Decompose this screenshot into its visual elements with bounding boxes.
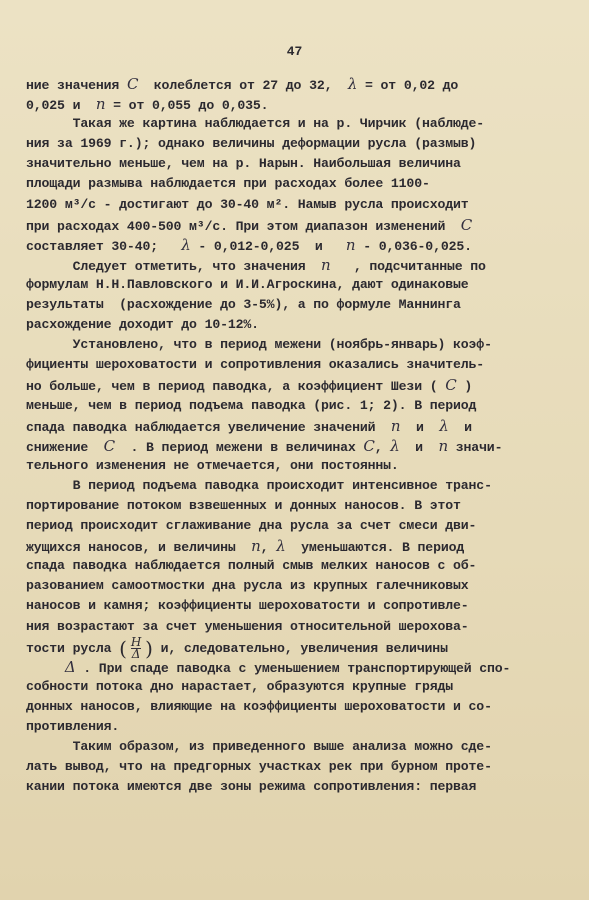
text-run: кании потока имеются две зоны режима сопротивления: первая (26, 779, 477, 795)
text-run: уменьшаются. В период (285, 540, 465, 556)
handwritten-symbol-lambda: λ (439, 416, 449, 435)
text-run: собности потока дно нарастает, образуются крупные гряды (26, 678, 454, 694)
text-line (26, 456, 566, 476)
text-run: . В период межени в величинах (114, 439, 364, 455)
text-line (26, 74, 566, 94)
text-run: значи- (447, 439, 503, 455)
text-run: , (260, 540, 277, 556)
text-run: формулам Н.Н.Павловского и И.И.Агроскина, дают одинаковые (26, 276, 469, 292)
text-run: ния возрастают за счет уменьшения относительной шерохова- (26, 618, 469, 634)
text-run: и (400, 419, 440, 435)
text-run: , подсчитанные по (330, 258, 486, 274)
handwritten-symbol-delta: Δ (64, 657, 76, 676)
text-run: , (374, 439, 391, 455)
text-run: тельного изменения не отмечается, они постоянны. (26, 457, 399, 473)
text-run: ние значения (26, 78, 127, 93)
text-run: В период подъема паводка происходит интенсивное транс- (26, 477, 492, 493)
text-run: и, следовательно, увеличения величины (152, 640, 448, 656)
body-text (26, 74, 566, 797)
text-run: 1200 м³/с - достигают до 30-40 м². Намыв русла происходит (26, 196, 469, 212)
text-line (26, 717, 566, 737)
text-line (26, 255, 566, 275)
text-line (26, 536, 566, 556)
text-run: = от 0,02 до (357, 78, 459, 93)
text-run: донных наносов, влияющие на коэффициенты шероховатости и со- (26, 698, 492, 714)
text-run: результаты (расхождение до 3-5%), а по формуле Маннинга (26, 297, 461, 313)
text-run (26, 661, 65, 676)
text-run: наносов и камня; коэффициенты шероховатости и сопротивле- (26, 598, 469, 614)
handwritten-symbol-lambda: λ (181, 235, 191, 254)
text-line (26, 677, 566, 697)
text-run: площади размыва наблюдается при расходах более 1100- (26, 176, 430, 192)
handwritten-symbol-n: n (95, 95, 106, 114)
text-line (26, 657, 566, 677)
handwritten-symbol-n: n (345, 235, 356, 254)
text-run: но больше, чем в период паводка, а коэффициент Шези ( (26, 379, 446, 395)
text-line (26, 476, 566, 496)
text-line (26, 516, 566, 536)
text-run: меньше, чем в период подъема паводка (рис. 1; 2). В период (26, 397, 477, 413)
text-line (26, 114, 566, 134)
text-line (26, 556, 566, 576)
text-line (26, 94, 566, 114)
text-run: спада паводка наблюдается увеличение значений (26, 419, 391, 435)
text-run: = от 0,055 до 0,035. (105, 98, 269, 114)
text-run: период происходит сглаживание дна русла за счет смеси дви- (26, 518, 477, 534)
text-line (26, 757, 566, 777)
text-line (26, 416, 566, 436)
text-line (26, 315, 566, 335)
text-line (26, 634, 566, 661)
text-run: . При спаде паводка с уменьшением транспортирующей спо- (75, 660, 511, 676)
text-run: ) (456, 379, 473, 395)
handwritten-symbol-C: C (103, 436, 115, 455)
text-line (26, 576, 566, 596)
text-run: спада паводка наблюдается полный смыв мелких наносов с об- (26, 558, 477, 574)
handwritten-symbol-n: n (251, 537, 261, 556)
text-run: - 0,036-0,025. (355, 238, 472, 254)
text-run: Такая же картина наблюдается и на р. Чирчик (наблюде- (26, 116, 485, 132)
handwritten-symbol-lambda: λ (347, 75, 358, 93)
text-line (26, 596, 566, 616)
handwritten-symbol-n: n (438, 436, 448, 455)
handwritten-symbol-C: C (363, 436, 375, 455)
text-line (26, 436, 566, 456)
fraction-numerator: H (130, 634, 142, 649)
text-run: значительно меньше, чем на р. Нарын. Наибольшая величина (26, 156, 461, 172)
handwritten-symbol-lambda: λ (390, 436, 400, 455)
text-line (26, 174, 566, 194)
handwritten-symbol-n: n (321, 255, 331, 274)
text-run: фициенты шероховатости и сопротивления оказались значитель- (26, 357, 485, 373)
text-line (26, 215, 566, 235)
text-line (26, 355, 566, 375)
text-line (26, 737, 566, 757)
text-run: портирование потоком взвешенных и донных наносов. В этот (26, 497, 461, 513)
text-line (26, 134, 566, 154)
text-run: Установлено, что в период межени (ноябрь-январь) коэф- (26, 337, 492, 353)
text-run: Таким образом, из приведенного выше анализа можно сде- (26, 739, 492, 755)
handwritten-symbol-n: n (390, 416, 401, 435)
page-number: 47 (286, 44, 303, 59)
fraction-denominator: Δ (131, 646, 141, 661)
text-run: расхождение доходит до 10-12%. (26, 317, 259, 333)
text-run: лать вывод, что на предгорных участках рек при бурном проте- (26, 759, 492, 775)
relative-roughness-fraction: ( $\frac{H}{\Delta}$ ) (119, 634, 153, 661)
handwritten-symbol-C: C (460, 215, 473, 234)
text-run: разованием самоотмостки дна русла из крупных галечниковых (26, 578, 469, 594)
text-run: тости русла (26, 640, 120, 656)
text-run: и (399, 439, 439, 455)
text-line (26, 335, 566, 355)
handwritten-symbol-lambda: λ (276, 537, 286, 556)
handwritten-symbol-C: C (445, 376, 457, 395)
text-run: 0,025 и (26, 98, 96, 114)
text-run: составляет 30-40; (26, 238, 182, 254)
text-run: противления. (26, 719, 120, 734)
text-line (26, 777, 566, 797)
text-run: жущихся наносов, и величины (26, 540, 252, 556)
text-run: снижение (26, 439, 104, 455)
text-run: ния за 1969 г.); однако величины деформации русла (размыв) (26, 136, 477, 152)
text-line (26, 396, 566, 416)
text-line (26, 617, 566, 637)
text-run: и (448, 419, 472, 435)
text-line (26, 275, 566, 295)
text-run: Следует отметить, что значения (26, 258, 322, 274)
text-run: колеблется от 27 до 32, (138, 78, 348, 93)
text-run: - 0,012-0,025 и (190, 238, 346, 254)
handwritten-symbol-C: C (126, 75, 139, 93)
text-line (26, 235, 566, 255)
text-line (26, 154, 566, 174)
text-run: при расходах 400-500 м³/с. При этом диапазон изменений (26, 218, 461, 234)
text-line (26, 195, 566, 215)
text-line (26, 496, 566, 516)
text-line (26, 295, 566, 315)
text-line (26, 375, 566, 395)
text-line (26, 697, 566, 717)
